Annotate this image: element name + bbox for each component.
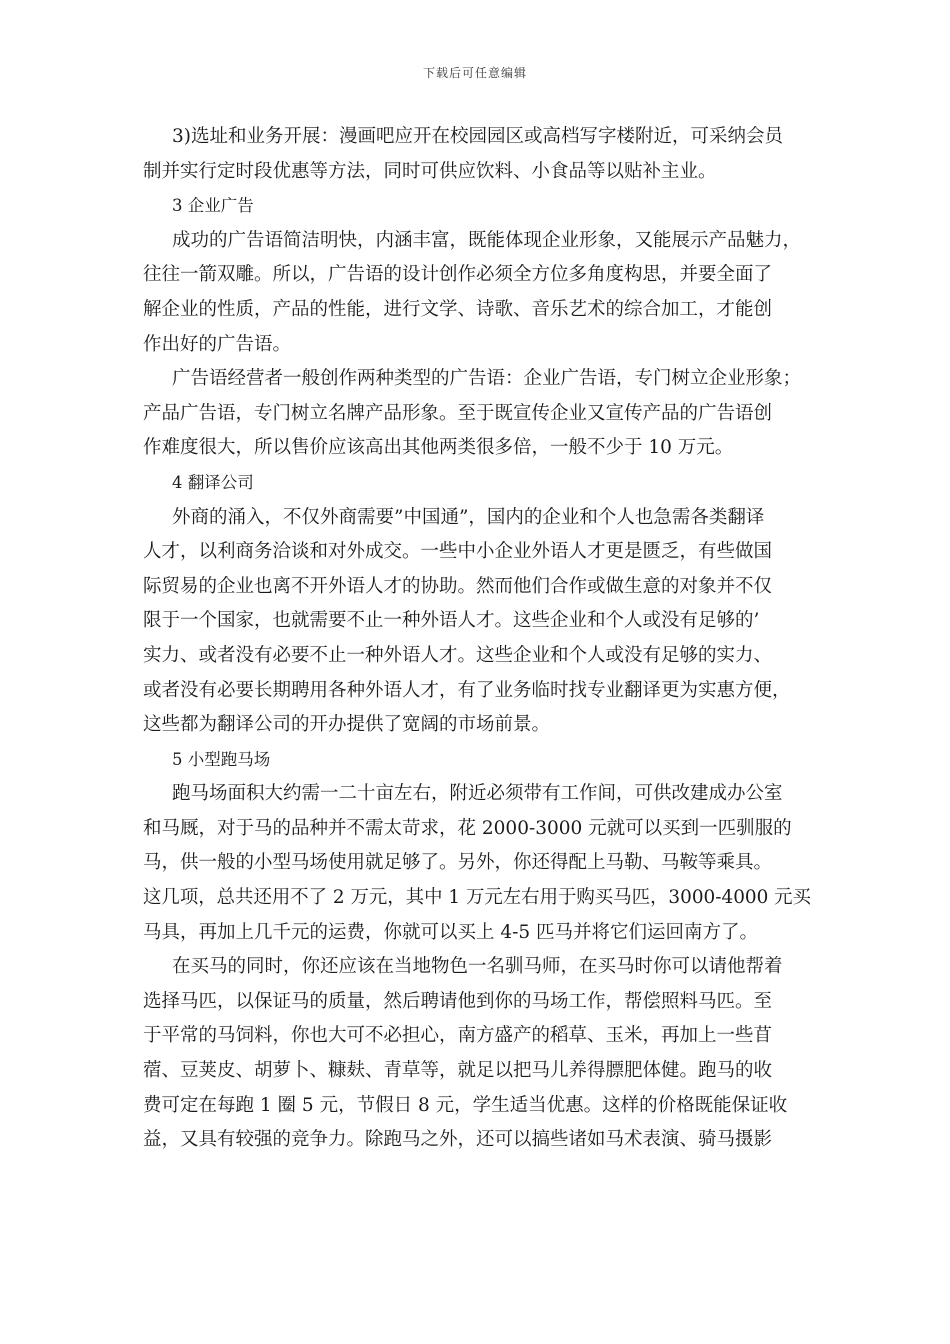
text-line: 在买马的同时，你还应该在当地物色一名驯马师，在买马时你可以请他帮着 bbox=[172, 956, 783, 978]
text-line: 或者没有必要长期聘用各种外语人才，有了业务临时找专业翻译更为实惠方便， bbox=[143, 679, 791, 701]
text-line: 这些都为翻译公司的开办提供了宽阔的市场前景。 bbox=[143, 714, 551, 736]
text-line: 人才，以利商务洽谈和对外成交。一些中小企业外语人才更是匮乏，有些做国 bbox=[143, 541, 773, 563]
text-line: 跑马场面积大约需一二十亩左右，附近必须带有工作间，可供改建成办公室 bbox=[172, 783, 783, 805]
text-line: 马具，再加上几千元的运费，你就可以买上 4-5 匹马并将它们运回南方了。 bbox=[143, 921, 759, 943]
text-line: 这几项，总共还用不了 2 万元，其中 1 万元左右用于购买马匹，3000-4000 元买 bbox=[143, 887, 811, 909]
text-line: 往往一箭双雕。所以，广告语的设计创作必须全方位多角度构思，并要全面了 bbox=[143, 264, 773, 286]
text-line: 费可定在每跑 1 圈 5 元，节假日 8 元，学生适当优惠。这样的价格既能保证收 bbox=[143, 1094, 788, 1116]
text-line: 限于一个国家，也就需要不止一种外语人才。这些企业和个人或没有足够的’ bbox=[143, 610, 760, 632]
section-heading: 4 翻译公司 bbox=[172, 472, 254, 492]
text-line: 和马厩，对于马的品种并不需太苛求，花 2000-3000 元就可以买到一匹驯服的 bbox=[143, 817, 792, 839]
text-line: 作出好的广告语。 bbox=[143, 333, 292, 355]
text-line: 成功的广告语简洁明快，内涵丰富，既能体现企业形象，又能展示产品魅力， bbox=[172, 229, 802, 251]
section-heading: 5 小型跑马场 bbox=[172, 749, 271, 769]
text-line: 制并实行定时段优惠等方法，同时可供应饮料、小食品等以贴补主业。 bbox=[143, 160, 717, 182]
text-line: 3)选址和业务开展：漫画吧应开在校园园区或高档写字楼附近，可采纳会员 bbox=[172, 126, 783, 147]
text-line: 外商的涌入，不仅外商需要”中国通”，国内的企业和个人也急需各类翻译 bbox=[172, 506, 765, 528]
text-line: 实力、或者没有必要不止一种外语人才。这些企业和个人或没有足够的实力、 bbox=[143, 644, 773, 666]
text-line: 产品广告语，专门树立名牌产品形象。至于既宣传企业又宣传产品的广告语创 bbox=[143, 402, 773, 424]
section-heading: 3 企业广告 bbox=[172, 196, 254, 216]
text-line: 选择马匹，以保证马的质量，然后聘请他到你的马场工作，帮偿照料马匹。至 bbox=[143, 990, 773, 1012]
text-line: 广告语经营者一般创作两种类型的广告语：企业广告语，专门树立企业形象； bbox=[172, 368, 802, 390]
document-body bbox=[143, 120, 811, 1158]
text-line: 益，又具有较强的竞争力。除跑马之外，还可以搞些诸如马术表演、骑马摄影 bbox=[143, 1129, 773, 1151]
text-line: 际贸易的企业也离不开外语人才的协助。然而他们合作或做生意的对象并不仅 bbox=[143, 575, 773, 597]
text-line: 于平常的马饲料，你也大可不必担心，南方盛产的稻草、玉米，再加上一些苜 bbox=[143, 1025, 773, 1047]
text-line: 解企业的性质，产品的性能，进行文学、诗歌、音乐艺术的综合加工，才能创 bbox=[143, 298, 773, 320]
text-line: 作难度很大，所以售价应该高出其他两类很多倍，一般不少于 10 万元。 bbox=[143, 437, 734, 459]
text-line: 蓿、豆荚皮、胡萝卜、糠麸、青草等，就足以把马儿养得膘肥体健。跑马的收 bbox=[143, 1060, 773, 1082]
page-header: 下载后可任意编辑 bbox=[422, 66, 527, 80]
text-line: 马，供一般的小型马场使用就足够了。另外，你还得配上马勒、马鞍等乘具。 bbox=[143, 852, 773, 874]
